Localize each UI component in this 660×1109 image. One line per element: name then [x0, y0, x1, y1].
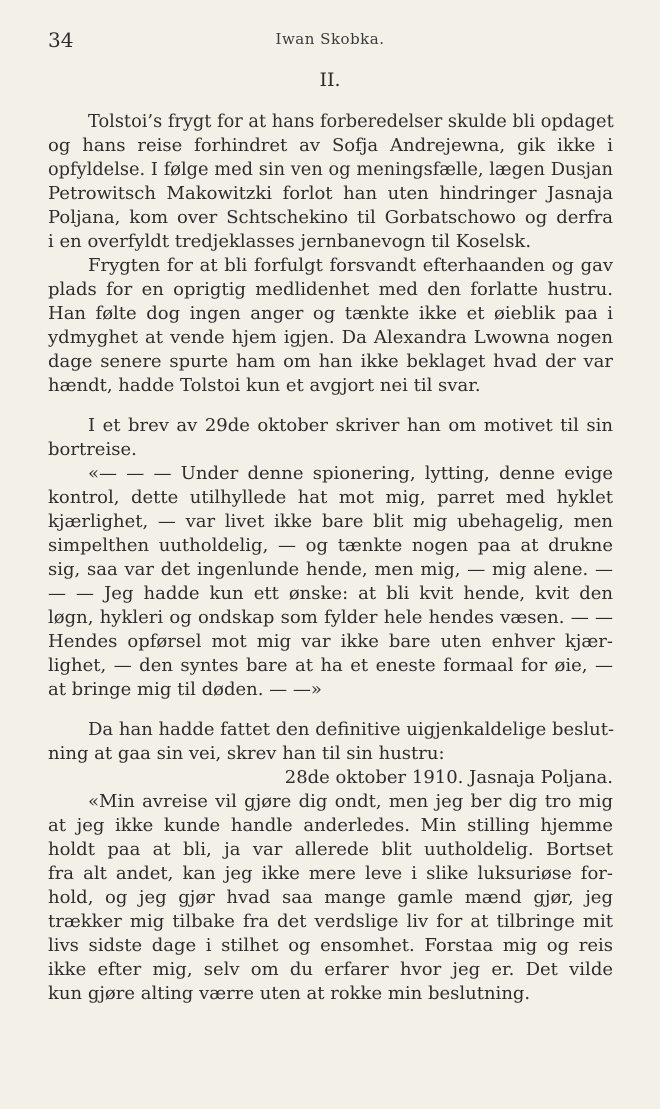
text-line: i en overfyldt tredjeklasses jernbanevogn til Koselsk. [48, 231, 532, 252]
text-line: kjærlighet, — var livet ikke bare blit mig ubehagelig, men [48, 511, 613, 532]
text-line: plads for en oprigtig medlidenhet med den forlatte hustru. [48, 279, 613, 300]
paragraph [48, 110, 613, 254]
text-line: sig, saa var det ingenlunde hende, men mig, — mig alene. — [48, 559, 613, 580]
text-line: Petrowitsch Makowitzki forlot han uten hindringer Jasnaja [48, 183, 613, 204]
text-line: Hendes opførsel mot mig var ikke bare uten enhver kjær- [48, 631, 613, 652]
section-number: II. [319, 69, 341, 91]
text-line: Tolstoi’s frygt for at hans forberedelser skulde bli opdaget [88, 112, 614, 132]
letter-dateline [48, 766, 613, 790]
text-line: ikke efter mig, selv om du erfarer hvor jeg er. Det vilde [48, 959, 613, 980]
text-line: opfyldelse. I følge med sin ven og meningsfælle, lægen Dusjan [48, 160, 613, 180]
paragraph [48, 254, 613, 398]
text-line: hændt, hadde Tolstoi kun et avgjort nei til svar. [48, 375, 481, 396]
text-line: Poljana, kom over Schtschekino til Gorbatschowo og derfra [48, 207, 613, 228]
text-line: ning at gaa sin vei, skrev han til sin hustru: [48, 743, 445, 764]
text-line: Han følte dog ingen anger og tænkte ikke et øieblik paa i [48, 303, 613, 324]
text-line: at jeg ikke kunde handle anderledes. Min stilling hjemme [48, 815, 613, 836]
text-line: «— — — Under denne spionering, lytting, denne evige [88, 463, 613, 484]
letter-paragraph [48, 790, 613, 1006]
text-line: hold, og jeg gjør hvad saa mange gamle mænd gjør, jeg [48, 887, 613, 908]
text-line: fra alt andet, kan jeg ikke mere leve i slike luksuriøse for- [48, 863, 613, 884]
text-line: at bringe mig til døden. — —» [48, 679, 322, 700]
quote-paragraph [48, 462, 613, 702]
text-line: holdt paa at bli, ja var allerede blit uutholdelig. Bortset [48, 839, 613, 860]
text-line: løgn, hykleri og ondskap som fylder hele hendes væsen. — — [48, 607, 613, 628]
dateline: 28de oktober 1910. Jasnaja Poljana. [284, 767, 613, 788]
page-header [48, 28, 612, 52]
text-line: bortreise. [48, 439, 137, 460]
paragraph [48, 718, 613, 766]
paragraph [48, 414, 613, 462]
text-line: Frygten for at bli forfulgt forsvandt efterhaanden og gav [88, 255, 613, 276]
text-line: og hans reise forhindret av Sofja Andrejewna, gik ikke i [48, 135, 613, 156]
text-line: kun gjøre alting værre uten at rokke min beslutning. [48, 983, 531, 1004]
page-number: 34 [48, 28, 74, 52]
text-line: trækker mig tilbake fra det verdslige liv for at tilbringe mit [48, 911, 613, 932]
text-line: livs sidste dage i stilhet og ensomhet. Forstaa mig og reis [48, 935, 613, 956]
text-line: lighet, — den syntes bare at ha et eneste formaal for øie, — [48, 655, 613, 676]
text-line: dage senere spurte ham om han ikke beklaget hvad der var [48, 351, 613, 372]
text-line: ydmyghet at vende hjem igjen. Da Alexandra Lwowna nogen [48, 327, 613, 348]
text-line: Da han hadde fattet den definitive uigjenkaldelige beslut- [88, 719, 615, 740]
text-line: kontrol, dette utilhyllede hat mot mig, parret med hyklet [48, 487, 613, 508]
text-line: simpelthen uutholdelig, — og tænkte nogen paa at drukne [48, 535, 613, 556]
text-line: — — Jeg hadde kun ett ønske: at bli kvit hende, kvit den [48, 583, 613, 604]
text-line: I et brev av 29de oktober skriver han om motivet til sin [88, 415, 613, 436]
running-head: Iwan Skobka. [275, 30, 385, 48]
text-line: «Min avreise vil gjøre dig ondt, men jeg ber dig tro mig [88, 791, 613, 812]
